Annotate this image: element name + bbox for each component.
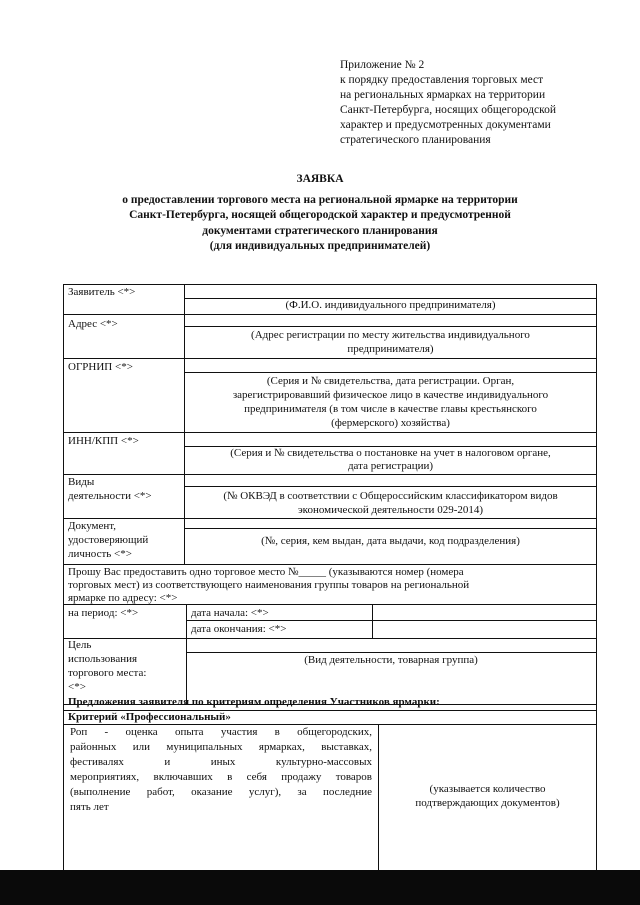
document-label: удостоверяющий [68, 534, 149, 546]
end-date-label: дата окончания: <*> [191, 623, 287, 635]
grid-line [63, 358, 596, 359]
grid-line [184, 486, 596, 487]
title-line: документами стратегического планирования [202, 224, 438, 237]
criterion-text-line: (выполнение работ, оказание услуг), за последние [70, 786, 372, 798]
purpose-label: использования [68, 653, 138, 665]
ogrnip-label: ОГРНИП <*> [68, 361, 133, 373]
grid-line [372, 604, 373, 638]
purpose-hint: (Вид деятельности, товарная группа) [304, 654, 478, 666]
appendix-line: на региональных ярмарках на территории [340, 89, 546, 101]
grid-line [63, 474, 596, 475]
grid-line [63, 638, 596, 639]
request-text: Прошу Вас предоставить одно торговое место №_____ (указываются номер (номера [68, 566, 464, 578]
criterion-text-line: фестивалях и иных культурно-массовых [70, 756, 372, 768]
grid-line [63, 284, 596, 285]
address-hint: (Адрес регистрации по месту жительства индивидуального [251, 329, 530, 341]
appendix-line: к порядку предоставления торговых мест [340, 74, 544, 86]
title-line: о предоставлении торгового места на региональной ярмарке на территории [122, 193, 518, 206]
appendix-line: характер и предусмотренных документами [340, 119, 551, 131]
criterion-text-line: Роп - оценка опыта участия в общегородских, [70, 726, 372, 738]
applicant-label: Заявитель <*> [68, 286, 136, 298]
document-hint: (№, серия, кем выдан, дата выдачи, код подразделения) [261, 535, 520, 547]
activity-hint: экономической деятельности 029-2014) [297, 504, 484, 516]
purpose-label: торгового места: [68, 667, 147, 679]
purpose-label: <*> [68, 681, 86, 693]
appendix-line: стратегического планирования [340, 134, 491, 146]
title-line: (для индивидуальных предпринимателей) [209, 240, 431, 252]
document-label: Документ, [68, 520, 117, 532]
criterion-hint: (указывается количество [429, 783, 546, 795]
grid-line [63, 432, 596, 433]
grid-line [184, 528, 596, 529]
inn-hint: (Серия и № свидетельства о постановке на учет в налоговом органе, [230, 447, 551, 459]
document-title [20, 172, 620, 255]
scan-bottom-edge [0, 870, 640, 905]
criterion-text-line: районных или муниципальных ярмарках, выставках, [70, 741, 372, 753]
address-label: Адрес <*> [68, 318, 118, 330]
ogrnip-hint: предпринимателя (в том числе в качестве главы крестьянского [244, 403, 537, 415]
start-date-label: дата начала: <*> [191, 607, 269, 619]
grid-line [63, 518, 596, 519]
activity-label: Виды [68, 476, 95, 488]
period-label: на период: <*> [68, 607, 139, 619]
criterion-text-line: мероприятиях, включавших в себя продажу товаров [70, 771, 372, 783]
address-hint: предпринимателя) [347, 343, 434, 355]
document-label: личность <*> [68, 548, 132, 560]
criterion-text-line: пять лет [70, 801, 109, 813]
applicant-hint: (Ф.И.О. индивидуального предпринимателя) [285, 299, 496, 311]
purpose-label: Цель [68, 639, 92, 651]
proposals-heading: Предложения заявителя по критериям определения Участников ярмарки: [68, 696, 440, 708]
grid-line [596, 284, 597, 870]
grid-line [63, 284, 64, 870]
title-main: ЗАЯВКА [296, 173, 344, 185]
criterion-heading: Критерий «Профессиональный» [68, 711, 231, 723]
criterion-text [70, 725, 372, 815]
grid-line [184, 372, 596, 373]
grid-line [63, 314, 596, 315]
title-line: Санкт-Петербурга, носящей общегородской характер и предусмотренной [129, 209, 511, 221]
criterion-hint: подтверждающих документов) [415, 797, 560, 809]
ogrnip-hint: зарегистрировавший физическое лицо в качестве индивидуального [232, 389, 549, 401]
activity-hint: (№ ОКВЭД в соответствии с Общероссийским классификатором видов [223, 490, 558, 502]
inn-hint: дата регистрации) [347, 460, 434, 472]
inn-label: ИНН/КПП <*> [68, 435, 139, 447]
ogrnip-hint: (фермерского) хозяйства) [331, 417, 450, 429]
appendix-line: Приложение № 2 [340, 59, 425, 71]
ogrnip-hint: (Серия и № свидетельства, дата регистрации. Орган, [266, 375, 515, 387]
appendix-block [340, 58, 630, 148]
activity-label: деятельности <*> [68, 490, 152, 502]
grid-line [184, 326, 596, 327]
request-text: ярмарке по адресу: <*> [68, 592, 178, 604]
appendix-line: Санкт-Петербурга, носящих общегородской [340, 104, 556, 116]
request-text: торговых мест) из соответствующего наименования группы товаров на региональной [68, 579, 470, 591]
